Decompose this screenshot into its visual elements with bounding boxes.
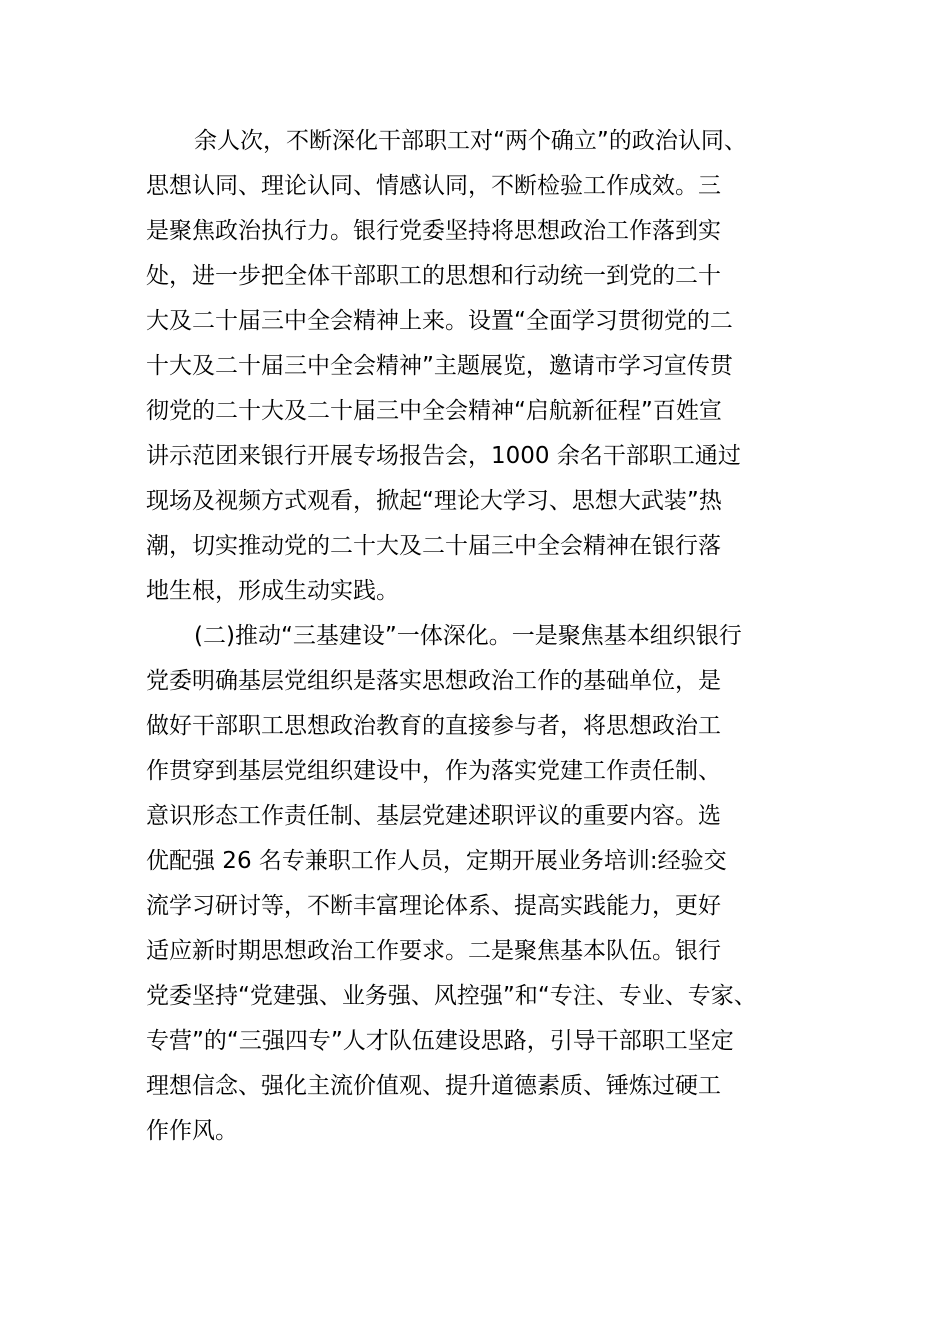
text-line: 党委明确基层党组织是落实思想政治工作的基础单位，是 (146, 668, 721, 694)
text-line: 潮，切实推动党的二十大及二十届三中全会精神在银行落 (146, 533, 721, 559)
text-line: 是聚焦政治执行力。银行党委坚持将思想政治工作落到实 (146, 218, 721, 244)
text-line: 余人次，不断深化干部职工对“两个确立”的政治认同、 (194, 128, 747, 154)
text-line: 讲示范团来银行开展专场报告会，1000 余名干部职工通过 (146, 443, 741, 469)
document-body (146, 119, 818, 1154)
text-line: 适应新时期思想政治工作要求。二是聚焦基本队伍。银行 (146, 938, 721, 964)
text-line: (二)推动“三基建设”一体深化。一是聚焦基本组织银行 (194, 623, 742, 649)
text-line: 做好干部职工思想政治教育的直接参与者，将思想政治工 (146, 713, 721, 739)
text-line: 现场及视频方式观看，掀起“理论大学习、思想大武装”热 (146, 488, 722, 514)
text-line: 党委坚持“党建强、业务强、风控强”和“专注、专业、专家、 (146, 983, 757, 1009)
text-line: 大及二十届三中全会精神上来。设置“全面学习贯彻党的二 (146, 308, 733, 334)
text-line: 专营”的“三强四专”人才队伍建设思路，引导干部职工坚定 (146, 1028, 734, 1054)
text-line: 流学习研讨等，不断丰富理论体系、提高实践能力，更好 (146, 893, 721, 919)
text-line: 作作风。 (146, 1118, 238, 1144)
text-line: 十大及二十届三中全会精神”主题展览，邀请市学习宣传贯 (146, 353, 733, 379)
text-line: 地生根，形成生动实践。 (146, 578, 399, 604)
text-line: 理想信念、强化主流价值观、提升道德素质、锤炼过硬工 (146, 1073, 721, 1099)
paragraph-1 (146, 119, 818, 614)
text-line: 作贯穿到基层党组织建设中，作为落实党建工作责任制、 (146, 758, 721, 784)
text-line: 彻党的二十大及二十届三中全会精神“启航新征程”百姓宣 (146, 398, 722, 424)
paragraph-2 (146, 614, 818, 1154)
text-line: 思想认同、理论认同、情感认同，不断检验工作成效。三 (146, 173, 721, 199)
text-line: 意识形态工作责任制、基层党建述职评议的重要内容。选 (146, 803, 721, 829)
text-line: 处，进一步把全体干部职工的思想和行动统一到党的二十 (146, 263, 721, 289)
text-line: 优配强 26 名专兼职工作人员，定期开展业务培训:经验交 (146, 848, 727, 874)
